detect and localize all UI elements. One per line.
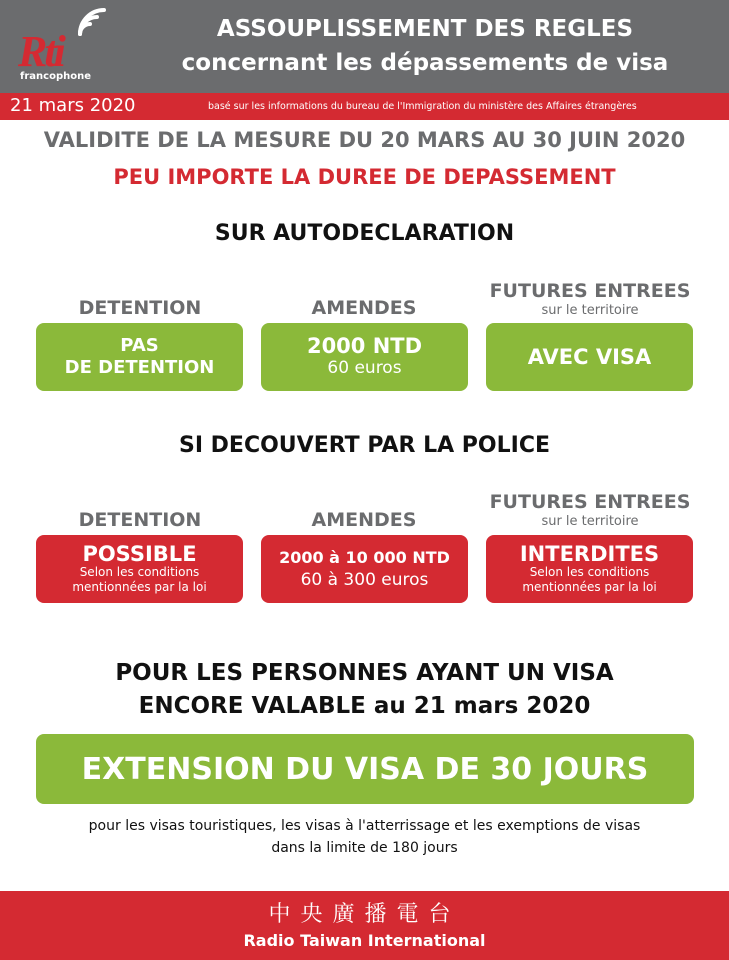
box-line: 2000 NTD xyxy=(306,334,423,358)
fine-range-box xyxy=(261,535,468,603)
fines-label: AMENDES xyxy=(311,509,417,531)
box-line: DE DETENTION xyxy=(64,357,215,378)
box-title: INTERDITES xyxy=(519,542,660,566)
fine-amount-box xyxy=(261,323,468,391)
page-title: ASSOUPLISSEMENT DES REGLES xyxy=(216,16,634,42)
detention-label: DETENTION xyxy=(78,509,202,531)
logo-wordmark: Rti xyxy=(18,27,63,76)
future-entries-sub: sur le territoire xyxy=(541,303,639,318)
forbidden-entries-box xyxy=(486,535,693,603)
future-entries-label: FUTURES ENTREES xyxy=(489,280,691,302)
box-line: Selon les conditions xyxy=(79,565,200,579)
fines-label: AMENDES xyxy=(311,297,417,319)
validity-period: VALIDITE DE LA MESURE DU 20 MARS AU 30 JUIN 2020 xyxy=(43,128,686,152)
box-line: mentionnées par la loi xyxy=(522,580,657,594)
box-line: mentionnées par la loi xyxy=(72,580,207,594)
visa-holders-heading: POUR LES PERSONNES AYANT UN VISA xyxy=(115,660,614,686)
box-line: 60 à 300 euros xyxy=(300,570,429,590)
broadcast-waves-icon xyxy=(74,8,110,44)
rti-logo xyxy=(14,8,114,86)
footer-chinese-name: 中央廣播電台 xyxy=(268,902,461,927)
possible-detention-box xyxy=(36,535,243,603)
section-police-title: SI DECOUVERT PAR LA POLICE xyxy=(178,433,550,458)
box-line: Selon les conditions xyxy=(529,565,650,579)
with-visa-box xyxy=(486,323,693,391)
visa-extension-box: EXTENSION DU VISA DE 30 JOURS xyxy=(36,734,694,804)
no-detention-box xyxy=(36,323,243,391)
footer-banner xyxy=(0,891,729,960)
footer-english-name: Radio Taiwan International xyxy=(243,931,486,950)
publication-date: 21 mars 2020 xyxy=(10,95,136,116)
date-bar xyxy=(0,93,729,120)
logo-subtitle: francophone xyxy=(20,71,91,82)
box-line: PAS xyxy=(120,335,159,356)
header-banner xyxy=(0,0,729,93)
source-note: basé sur les informations du bureau de l'Immigration du ministère des Affaires étrangères xyxy=(208,101,637,112)
future-entries-label: FUTURES ENTREES xyxy=(489,491,691,513)
section-self-declaration-title: SUR AUTODECLARATION xyxy=(214,221,515,246)
box-line: AVEC VISA xyxy=(527,345,652,369)
visa-holders-heading-2: ENCORE VALABLE au 21 mars 2020 xyxy=(138,693,591,719)
visa-note: dans la limite de 180 jours xyxy=(271,840,458,856)
duration-note: PEU IMPORTE LA DUREE DE DEPASSEMENT xyxy=(113,165,616,189)
box-title: POSSIBLE xyxy=(82,542,197,566)
page-subtitle: concernant les dépassements de visa xyxy=(181,50,669,76)
box-line: 2000 à 10 000 NTD xyxy=(279,548,450,567)
box-line: 60 euros xyxy=(327,358,402,378)
visa-note: pour les visas touristiques, les visas à l'atterrissage et les exemptions de visas xyxy=(88,818,641,834)
detention-label: DETENTION xyxy=(78,297,202,319)
future-entries-sub: sur le territoire xyxy=(541,514,639,529)
